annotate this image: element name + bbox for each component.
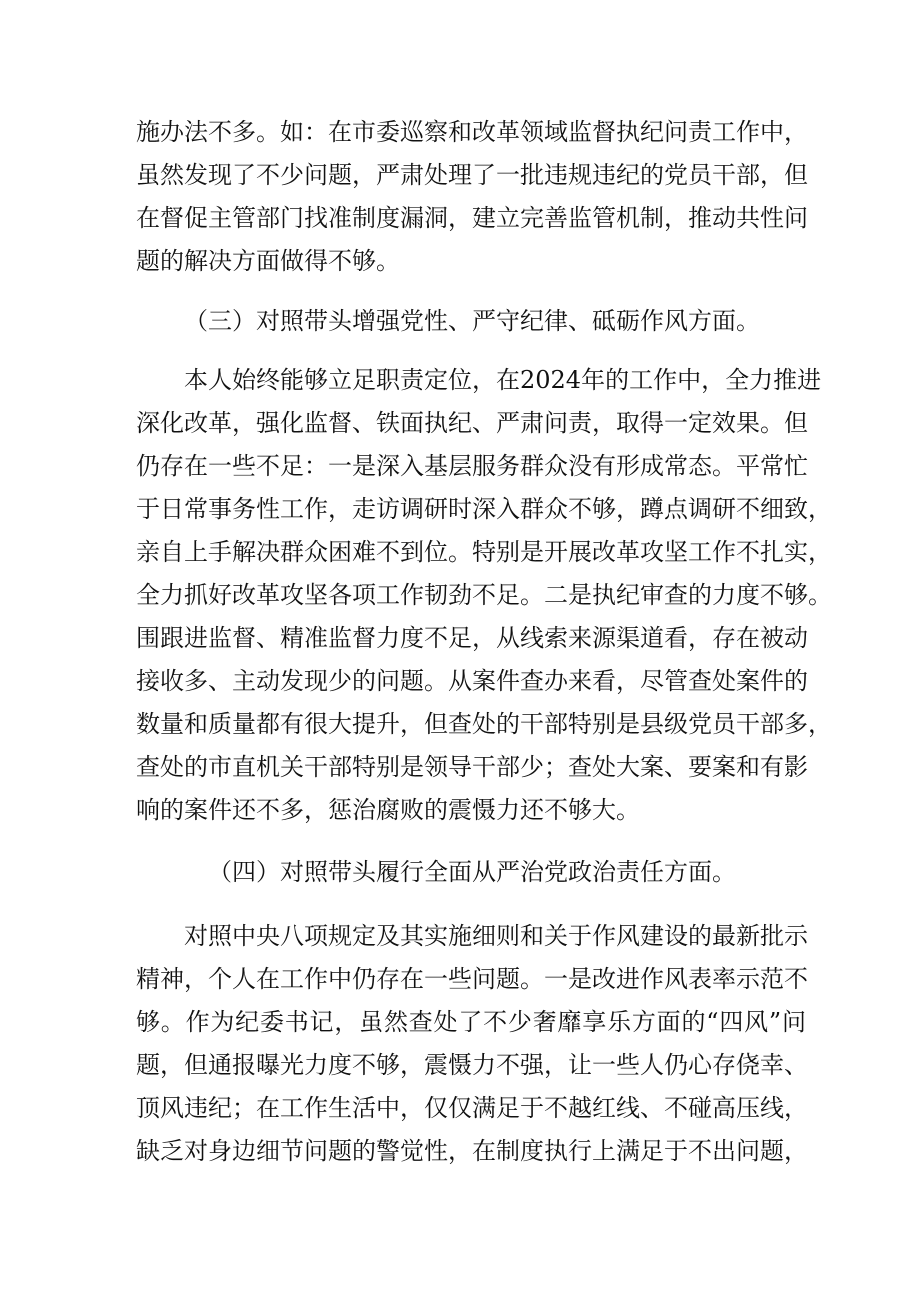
paragraph-1-line-3: 在督促主管部门找准制度漏洞，建立完善监管机制，推动共性问 — [136, 204, 808, 232]
paragraph-2-line-9: 数量和质量都有很大提升，但查处的干部特别是县级党员干部多， — [136, 710, 832, 738]
paragraph-2-line-6: 全力抓好改革攻坚各项工作韧劲不足。二是执纪审查的力度不够。 — [136, 581, 832, 609]
paragraph-1-line-2: 虽然发现了不少问题，严肃处理了一批违规违纪的党员干部，但 — [136, 161, 808, 189]
paragraph-3-line-6: 缺乏对身边细节问题的警觉性，在制度执行上满足于不出问题， — [136, 1137, 808, 1165]
paragraph-3-line-3: 够。作为纪委书记，虽然查处了不少奢靡享乐方面的“四风”问 — [136, 1008, 806, 1036]
paragraph-2-line-7: 围跟进监督、精准监督力度不足，从线索来源渠道看，存在被动 — [136, 624, 808, 652]
paragraph-1-line-1: 施办法不多。如：在市委巡察和改革领域监督执纪问责工作中， — [136, 118, 808, 146]
paragraph-2-line-1: 本人始终能够立足职责定位，在2024年的工作中，全力推进 — [184, 366, 822, 394]
paragraph-2-line-8: 接收多、主动发现少的问题。从案件查办来看，尽管查处案件的 — [136, 667, 808, 695]
paragraph-3-line-5: 顶风违纪；在工作生活中，仅仅满足于不越红线、不碰高压线， — [136, 1094, 808, 1122]
paragraph-2-line-3: 仍存在一些不足：一是深入基层服务群众没有形成常态。平常忙 — [136, 452, 808, 480]
paragraph-2-line-5: 亲自上手解决群众困难不到位。特别是开展改革攻坚工作不扎实， — [136, 538, 832, 566]
paragraph-1-line-4: 题的解决方面做得不够。 — [136, 247, 400, 275]
section-heading-4: （四）对照带头履行全面从严治党政治责任方面。 — [208, 858, 736, 886]
paragraph-2-line-2: 深化改革，强化监督、铁面执纪、严肃问责，取得一定效果。但 — [136, 409, 808, 437]
paragraph-2-line-11: 响的案件还不多，惩治腐败的震慑力还不够大。 — [136, 796, 640, 824]
paragraph-3-line-4: 题，但通报曝光力度不够，震慑力不强，让一些人仍心存侥幸、 — [136, 1051, 808, 1079]
section-heading-3: （三）对照带头增强党性、严守纪律、砥砺作风方面。 — [184, 307, 760, 335]
paragraph-3-line-2: 精神，个人在工作中仍存在一些问题。一是改进作风表率示范不 — [136, 965, 808, 993]
paragraph-2-line-4: 于日常事务性工作，走访调研时深入群众不够，蹲点调研不细致， — [136, 495, 832, 523]
paragraph-2-line-10: 查处的市直机关干部特别是领导干部少；查处大案、要案和有影 — [136, 753, 808, 781]
paragraph-3-line-1: 对照中央八项规定及其实施细则和关于作风建设的最新批示 — [184, 922, 808, 950]
